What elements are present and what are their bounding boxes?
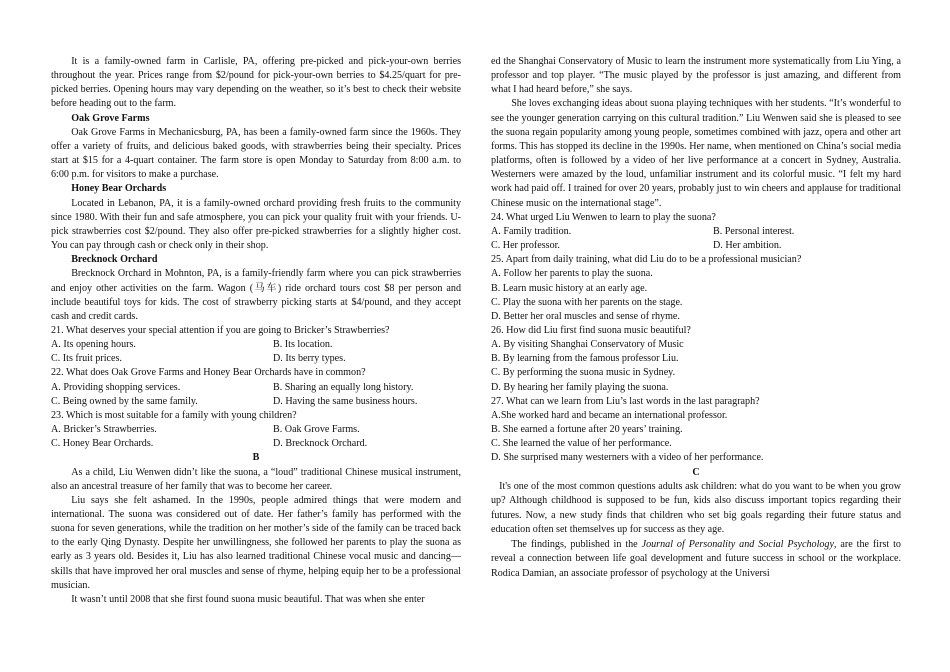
- question-22-options-row2: [51, 395, 461, 409]
- question-22-options-row1: [51, 381, 461, 395]
- passage-c-paragraph-2: [491, 538, 901, 582]
- q21-option-b: B. Its location.: [273, 339, 333, 351]
- q24-option-c: C. Her professor.: [491, 240, 560, 252]
- passage-b-paragraph-1: As a child, Liu Wenwen didn’t like the suona, a “loud” traditional Chinese musical instrument, also an ancestral treasure of her family that was to become her career.: [51, 466, 461, 492]
- q25-option-a: A. Follow her parents to play the suona.: [491, 268, 653, 280]
- passage-c-paragraph-1: It's one of the most common questions adults ask children: what do you want to be when you grow up? Although childhood is supposed to be fun, kids also discuss important topics regarding their futures. Now, a new study finds that children who set big goals regarding their future status and education often set themselves up for success as they age.: [491, 480, 901, 536]
- journal-title: Journal of Personality and Social Psychology: [641, 538, 834, 550]
- q27-option-a: A.She worked hard and became an international professor.: [491, 409, 728, 421]
- q22-option-b: B. Sharing an equally long history.: [273, 381, 414, 393]
- question-24-options-row1: [491, 225, 901, 239]
- q22-option-d: D. Having the same business hours.: [273, 395, 418, 407]
- section-b-heading: B: [252, 452, 260, 464]
- q21-option-c: C. Its fruit prices.: [51, 353, 122, 365]
- left-column: [51, 55, 461, 607]
- q25-option-b: B. Learn music history at an early age.: [491, 282, 648, 294]
- q21-option-a: A. Its opening hours.: [51, 339, 136, 351]
- honey-bear-heading: Honey Bear Orchards: [71, 183, 167, 195]
- honey-bear-paragraph: Located in Lebanon, PA, it is a family-owned orchard providing fresh fruits to the community since 1980. With their fun and safe atmosphere, you can pick your quality fruit with your friends. U-pick strawberries cost $2/pound. They also offer pre-picked strawberries for a slightly higher cost. You can pay through cash or check only in their shop.: [51, 197, 461, 252]
- q26-option-c: C. By performing the suona music in Sydney.: [491, 367, 676, 379]
- section-c-heading: C: [692, 466, 700, 478]
- q25-option-c: C. Play the suona with her parents on the stage.: [491, 296, 683, 308]
- right-column: [491, 55, 901, 581]
- question-23-options-row1: [51, 423, 461, 437]
- q21-option-d: D. Its berry types.: [273, 353, 346, 365]
- q23-option-b: B. Oak Grove Farms.: [273, 424, 360, 436]
- q24-option-a: A. Family tradition.: [491, 225, 572, 237]
- question-27: 27. What can we learn from Liu’s last words in the last paragraph?: [491, 395, 760, 407]
- q22-option-c: C. Being owned by the same family.: [51, 395, 198, 407]
- q23-option-a: A. Bricker’s Strawberries.: [51, 424, 157, 436]
- passage-c-paragraph-2-end: , are the first to reveal a connection between life goal development and future success in school or the workplace. Rodica Damian, an associate professor of psychology at the Universi: [491, 538, 901, 579]
- brecknock-paragraph: Brecknock Orchard in Mohnton, PA, is a family-friendly farm where you can pick strawberries and enjoy other activities on the farm. Wagon (马车) ride orchard tours cost $8 per person and include beautiful toys for kids. The cost of strawberry picking starts at $4/pound, and they accept cash and credit cards.: [51, 268, 461, 322]
- q23-option-c: C. Honey Bear Orchards.: [51, 438, 154, 450]
- q27-option-c: C. She learned the value of her performance.: [491, 438, 672, 450]
- q27-option-d: D. She surprised many westerners with a video of her performance.: [491, 452, 764, 464]
- question-21-options-row2: [51, 352, 461, 366]
- question-26: 26. How did Liu first find suona music beautiful?: [491, 324, 691, 336]
- question-24: 24. What urged Liu Wenwen to learn to play the suona?: [491, 211, 716, 223]
- passage-c-paragraph-2-start: The findings, published in the: [511, 538, 642, 550]
- passage-b-paragraph-4: She loves exchanging ideas about suona playing techniques with her students. “It’s wonderful to see the younger generation carrying on this cultural tradition.” Liu Wenwen said she is pleased to see the suona regain popularity among young people, sometimes combined with jazz, opera and other art forms. This has stopped its decline in the 1990s. Her name, when mentioned on China’s social media platforms, often is followed by a video of her live performance at a concert in Sydney, Australia. Westerners were amazed by the loud, unfamiliar instrument and its colorful music. “I felt my hard work had paid off. I trained for over 20 years, probably just to win cheers and applause for traditional Chinese music on the international stage”.: [491, 98, 901, 209]
- q27-option-b: B. She earned a fortune after 20 years’ training.: [491, 424, 683, 436]
- q26-option-d: D. By hearing her family playing the suona.: [491, 381, 669, 393]
- q23-option-d: D. Brecknock Orchard.: [273, 438, 368, 450]
- passage-b-paragraph-2: Liu says she felt ashamed. In the 1990s, people admired things that were modern and international. The suona was considered out of date. Her father’s family has performed with the suona for seven generations, while the tradition on her mother’s side of the family can be traced back to the early Qing Dynasty. Despite her unwillingness, she followed her parents to play the suona as early as 3 years old. Besides it, Liu has also learned traditional Chinese vocal music and dancing—skills that have improved her oral muscles and sense of rhyme, helping equip her to be a professional musician.: [51, 494, 461, 591]
- q22-option-a: A. Providing shopping services.: [51, 381, 181, 393]
- q24-option-b: B. Personal interest.: [713, 225, 795, 237]
- brecknock-heading: Brecknock Orchard: [71, 254, 158, 266]
- passage-b-paragraph-3: It wasn’t until 2008 that she first found suona music beautiful. That was when she enter: [71, 593, 425, 605]
- question-21: 21. What deserves your special attention if you are going to Bricker’s Strawberries?: [51, 324, 390, 336]
- question-25: 25. Apart from daily training, what did Liu do to be a professional musician?: [491, 254, 802, 266]
- question-24-options-row2: [491, 239, 901, 253]
- berries-paragraph: It is a family-owned farm in Carlisle, PA, offering pre-picked and pick-your-own berries throughout the year. Prices range from $2/pound for pick-your-own berries to $4.25/quart for pre-picked berries. Opening hours may vary depending on the weather, so it’s best to check their website before heading out to the farm.: [51, 56, 461, 110]
- oak-grove-paragraph: Oak Grove Farms in Mechanicsburg, PA, has been a family-owned farm since the 1960s. They offer a variety of fruits, and delicious baked goods, with strawberries being their specialty. Prices start at $15 for a 4-quart container. The farm store is open Monday to Saturday from 8:00 a.m. to 6:00 p.m. for visitors to make a purchase.: [51, 126, 461, 181]
- q26-option-a: A. By visiting Shanghai Conservatory of Music: [491, 339, 684, 351]
- q25-option-d: D. Better her oral muscles and sense of rhyme.: [491, 310, 680, 322]
- question-23-options-row2: [51, 437, 461, 451]
- question-23: 23. Which is most suitable for a family with young children?: [51, 409, 297, 421]
- oak-grove-heading: Oak Grove Farms: [71, 112, 150, 124]
- question-22: 22. What does Oak Grove Farms and Honey Bear Orchards have in common?: [51, 367, 366, 379]
- question-21-options-row1: [51, 338, 461, 352]
- passage-b-continuation: ed the Shanghai Conservatory of Music to learn the instrument more systematically from Liu Ying, a professor and top player. “The music played by the professor is just amazing, and different from what I had heard before,” she says.: [491, 56, 901, 96]
- q26-option-b: B. By learning from the famous professor Liu.: [491, 353, 679, 365]
- q24-option-d: D. Her ambition.: [713, 240, 782, 252]
